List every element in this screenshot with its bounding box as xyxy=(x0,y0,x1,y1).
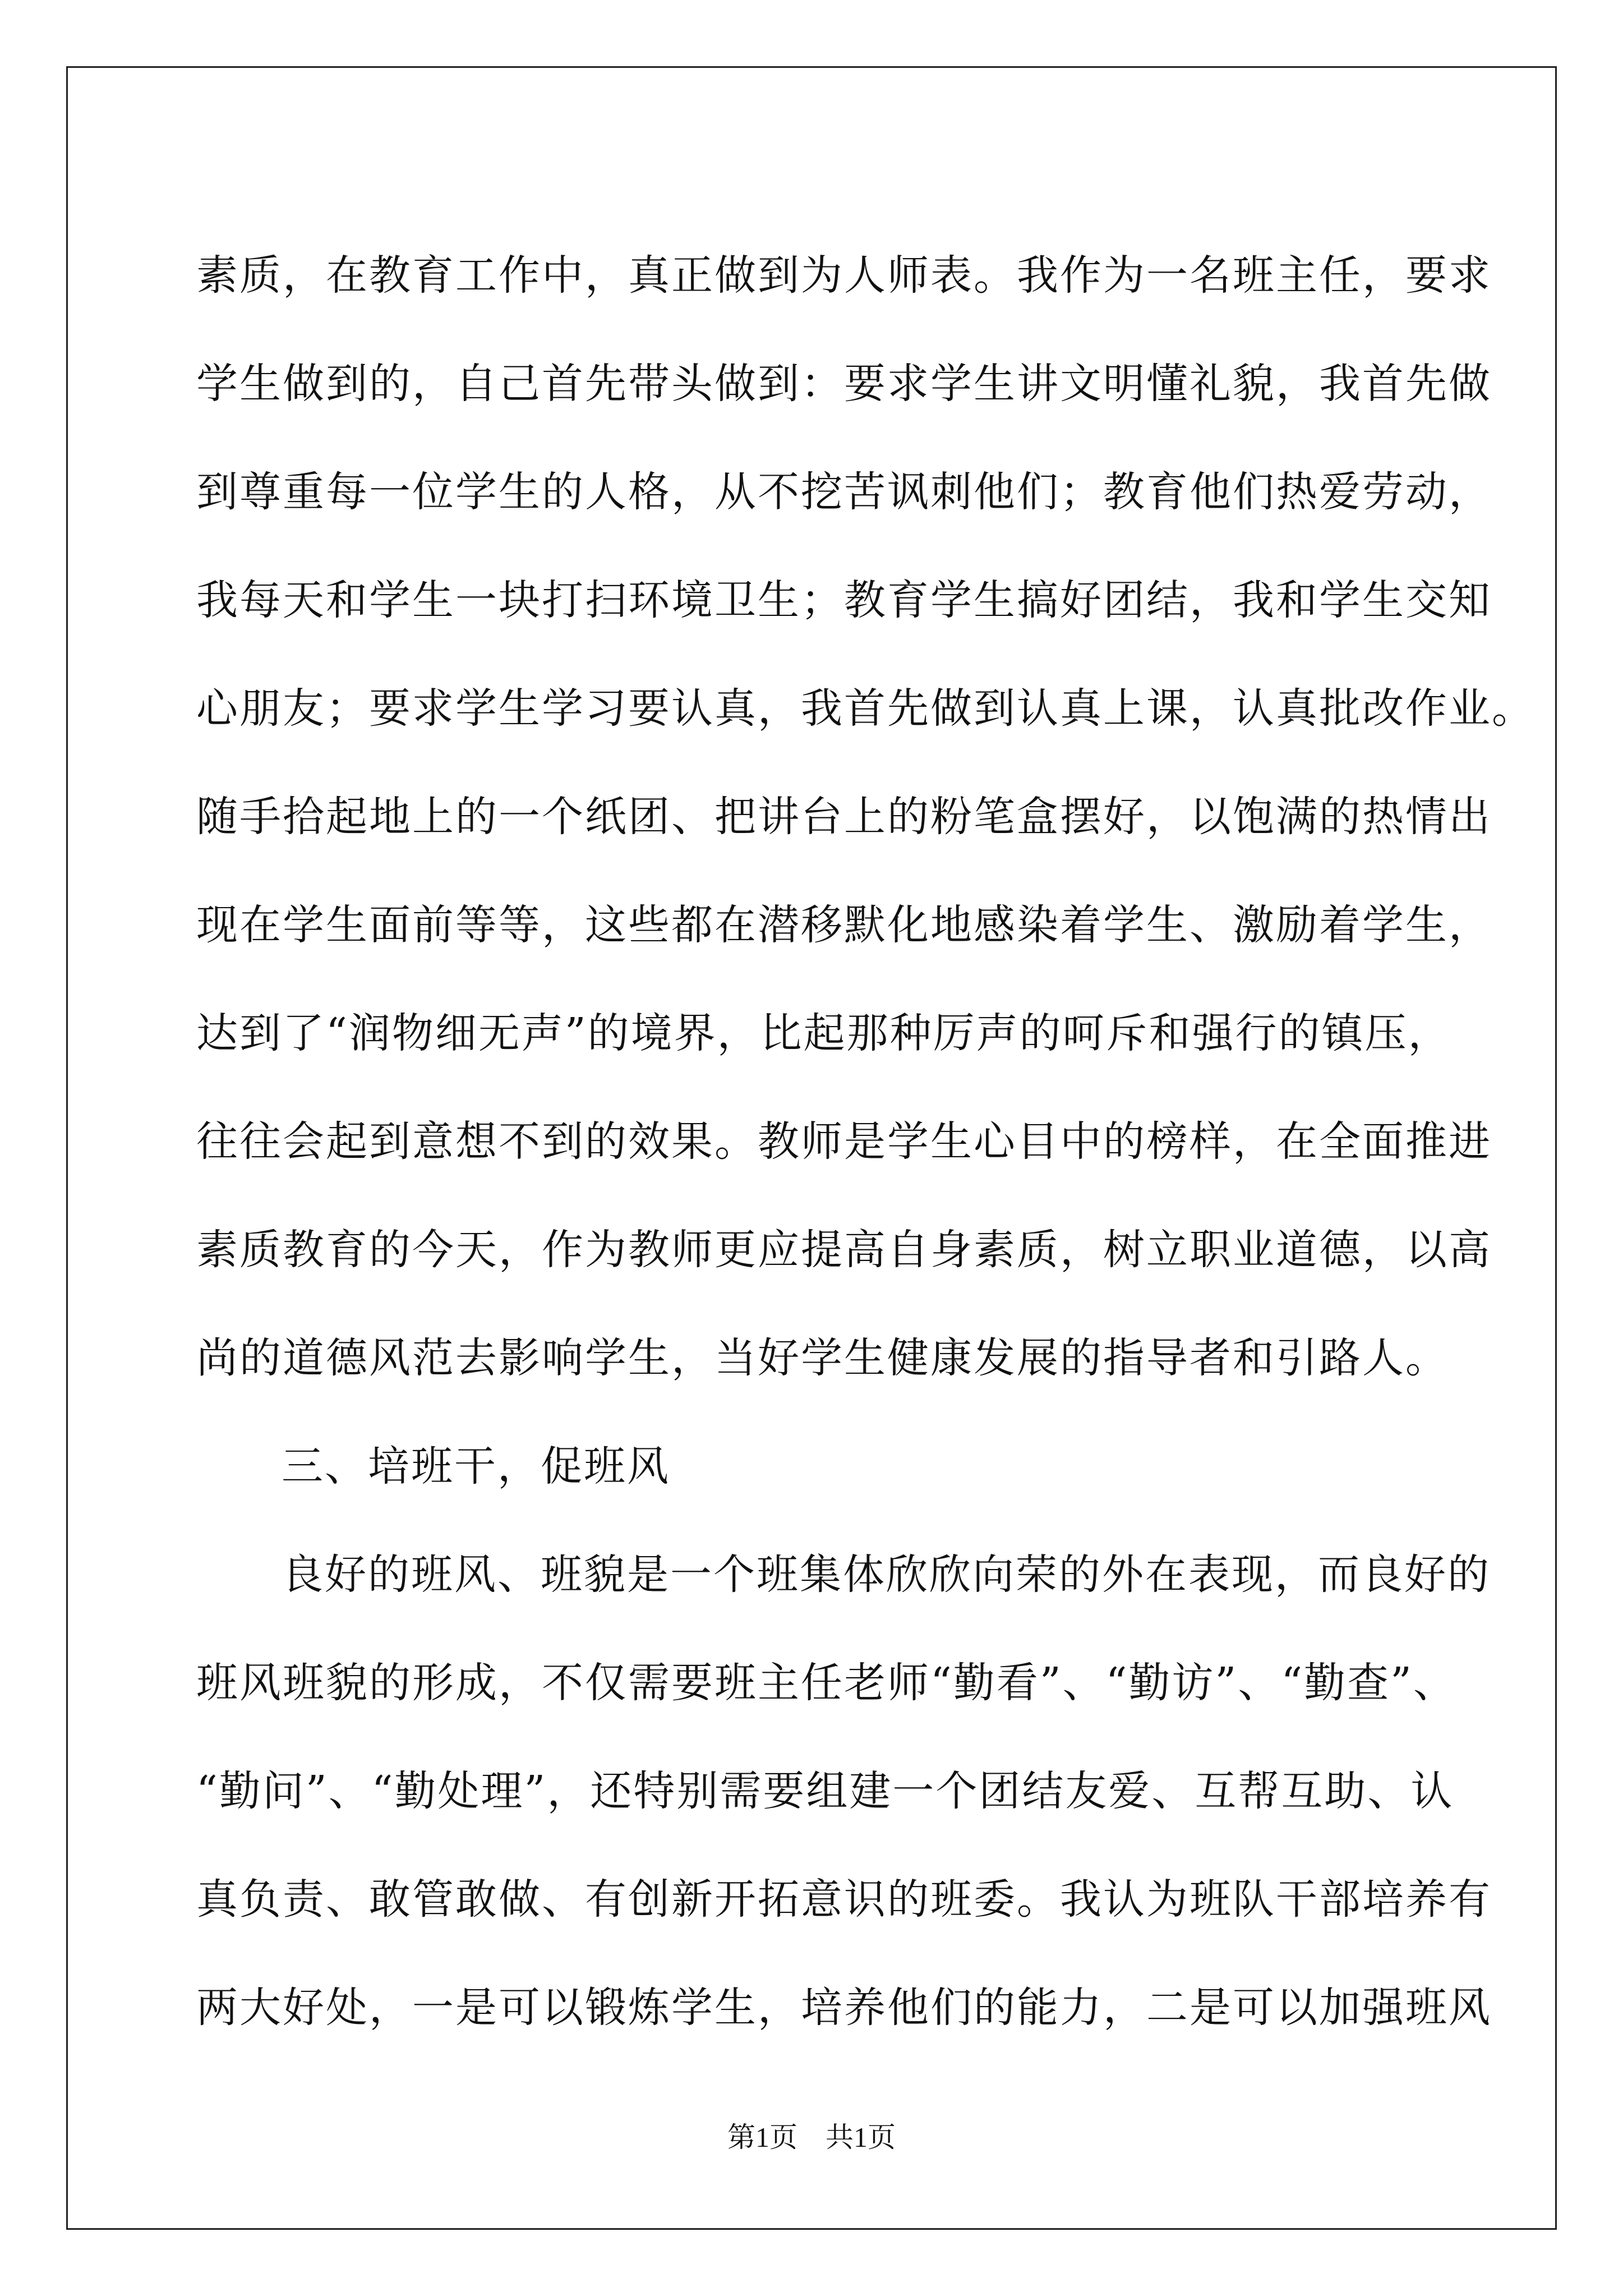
document-body xyxy=(196,222,1535,2062)
paragraph-first-line: 良好的班风、班貌是一个班集体欣欣向荣的外在表现，而良好的 xyxy=(282,1550,1491,1599)
text-line: “勤问”、“勤处理”，还特别需要组建一个团结友爱、互帮互助、认 xyxy=(196,1767,1454,1815)
text-line: 学生做到的，自己首先带头做到：要求学生讲文明懂礼貌，我首先做 xyxy=(196,360,1492,408)
text-line: 往往会起到意想不到的效果。教师是学生心目中的榜样，在全面推进 xyxy=(196,1117,1492,1166)
text-line: 真负责、敢管敢做、有创新开拓意识的班委。我认为班队干部培养有 xyxy=(196,1875,1492,1924)
text-line: 达到了“润物细无声”的境界，比起那种厉声的呵斥和强行的镇压， xyxy=(196,1009,1451,1057)
text-line: 心朋友；要求学生学习要认真，我首先做到认真上课，认真批改作业。 xyxy=(196,684,1535,733)
text-line: 我每天和学生一块打扫环境卫生；教育学生搞好团结，我和学生交知 xyxy=(196,576,1492,624)
text-line: 素质教育的今天，作为教师更应提高自身素质，树立职业道德，以高 xyxy=(196,1226,1492,1274)
page-footer: 第1页 共1页 xyxy=(727,2122,896,2153)
text-line: 现在学生面前等等，这些都在潜移默化地感染着学生、激励着学生， xyxy=(196,901,1492,949)
text-line: 到尊重每一位学生的人格，从不挖苦讽刺他们；教育他们热爱劳动， xyxy=(196,468,1492,516)
text-line: 两大好处，一是可以锻炼学生，培养他们的能力，二是可以加强班风 xyxy=(196,1984,1492,2032)
text-line: 尚的道德风范去影响学生，当好学生健康发展的指导者和引路人。 xyxy=(196,1334,1449,1382)
text-line: 随手拾起地上的一个纸团、把讲台上的粉笔盒摆好，以饱满的热情出 xyxy=(196,793,1492,841)
text-line: 素质，在教育工作中，真正做到为人师表。我作为一名班主任，要求 xyxy=(196,251,1492,300)
text-line: 班风班貌的形成，不仅需要班主任老师“勤看”、“勤访”、“勤查”、 xyxy=(196,1659,1456,1707)
section-heading: 三、培班干，促班风 xyxy=(282,1442,670,1490)
